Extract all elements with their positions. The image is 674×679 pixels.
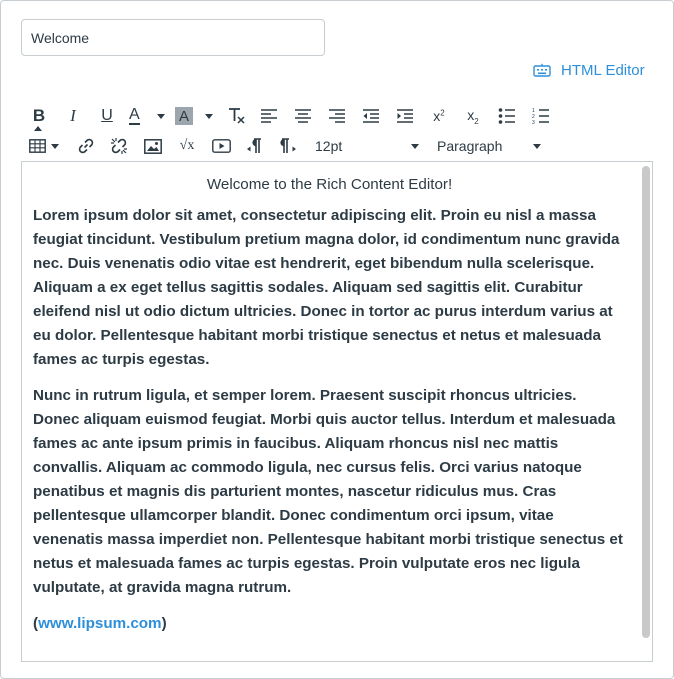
unlink-icon (110, 137, 128, 155)
paragraph-ltr-icon (246, 137, 264, 155)
square-root-icon: √x (179, 138, 195, 153)
keyboard-icon (533, 63, 551, 77)
align-right-button[interactable] (326, 104, 348, 128)
table-icon (29, 139, 46, 153)
superscript-button[interactable] (428, 104, 450, 128)
chevron-down-icon (157, 114, 165, 119)
image-icon (144, 139, 162, 154)
title-input[interactable] (21, 19, 325, 56)
link-paragraph (33, 612, 626, 636)
bold-button[interactable] (29, 104, 49, 128)
align-center-button[interactable] (292, 104, 314, 128)
indent-icon (396, 108, 414, 124)
chevron-down-icon (533, 144, 541, 149)
align-left-icon (260, 108, 278, 124)
text-color-icon: A (129, 106, 140, 123)
align-left-button[interactable] (258, 104, 280, 128)
block-format-value: Paragraph (437, 138, 503, 154)
chevron-down-icon (51, 144, 59, 149)
math-equation-button[interactable] (175, 134, 199, 158)
italic-button[interactable] (63, 104, 83, 128)
outdent-icon (362, 108, 380, 124)
media-button[interactable] (209, 134, 233, 158)
superscript-icon: $x^2$ (433, 108, 445, 124)
subscript-button[interactable] (462, 104, 484, 128)
font-size-select[interactable] (315, 135, 419, 157)
ltr-paragraph-button[interactable] (244, 134, 266, 158)
video-icon (212, 139, 231, 153)
numbered-list-icon (532, 107, 550, 125)
numbered-list-button[interactable] (530, 104, 552, 128)
clear-formatting-button[interactable] (225, 104, 247, 128)
link-open-paren: ( (33, 615, 39, 632)
underline-button[interactable] (97, 104, 117, 128)
editor-content (33, 174, 626, 648)
paragraph-rtl-icon (279, 137, 297, 155)
paragraph-2: Nunc in rutrum ligula, et semper lorem. Praesent suscipit rhoncus ultricies. Donec aliquam euismod feugiat. Morbi quis auctor tellus. Interdum et malesuada fames ac ante ipsum primis in faucibus. Aliquam rhoncus nisl nec mattis convallis. Aliquam ac commodo ligula, nec cursus felis. Orci varius natoque penatibus et magnis dis parturient montes, nascetur ridiculus mus. Cras pellentesque ullamcorper blandit. Donec condimentum orci ipsum, vitae venenatis massa imperdiet non. Pellentesque habitant morbi tristique senectus et netus et malesuada fames ac turpis egestas. Proin vulputate eros nec ligula vulputate, at gravida magna rutrum. (33, 387, 623, 596)
lipsum-link[interactable]: www.lipsum.com (38, 615, 162, 632)
clear-formatting-icon (226, 106, 246, 126)
background-color-button[interactable] (175, 104, 215, 128)
bullet-list-button[interactable] (496, 104, 518, 128)
underline-icon: U (101, 107, 113, 124)
italic-icon: I (70, 106, 76, 125)
outdent-button[interactable] (360, 104, 382, 128)
rich-content-editor[interactable] (21, 161, 653, 662)
link-close-paren: ) (161, 615, 167, 632)
editor-heading: Welcome to the Rich Content Editor! (206, 176, 453, 193)
link-button[interactable] (75, 134, 97, 158)
svg-text:3: 3 (532, 120, 535, 125)
block-format-select[interactable] (437, 135, 541, 157)
text-color-button[interactable] (129, 104, 169, 128)
unlink-button[interactable] (108, 134, 130, 158)
link-icon (77, 137, 95, 155)
svg-text:1: 1 (532, 108, 535, 114)
editor-scrollbar[interactable] (642, 166, 650, 638)
align-right-icon (328, 108, 346, 124)
indent-button[interactable] (394, 104, 416, 128)
paragraph-1: Lorem ipsum dolor sit amet, consectetur adipiscing elit. Proin eu nisl a massa feugiat tincidunt. Vestibulum pretium magna dolor, id condimentum nunc gravida nec. Duis venenatis odio vitae est hendrerit, eget bibendum nulla scelerisque. Aliquam a ex eget tellus sagittis sodales. Aliquam sed sagittis elit. Curabitur eleifend nisl ut odio dictum ultricies. Donec in tortor ac purus interdum varius at eu dolor. Pellentesque habitant morbi tristique senectus et netus et malesuada fames ac turpis egestas. (33, 207, 620, 368)
bold-active-indicator (34, 126, 42, 131)
image-button[interactable] (142, 134, 164, 158)
subscript-icon: $x_2$ (467, 106, 479, 126)
html-editor-label: HTML Editor (561, 61, 645, 79)
svg-text:2: 2 (532, 114, 535, 120)
chevron-down-icon (205, 114, 213, 119)
html-editor-link[interactable] (533, 59, 645, 81)
rtl-paragraph-button[interactable] (277, 134, 299, 158)
bullet-list-icon (498, 107, 516, 125)
highlight-icon: A (175, 107, 193, 125)
chevron-down-icon (411, 144, 419, 149)
bold-icon: B (32, 106, 46, 125)
font-size-value: 12pt (315, 138, 343, 154)
table-button[interactable] (29, 134, 61, 158)
align-center-icon (294, 108, 312, 124)
